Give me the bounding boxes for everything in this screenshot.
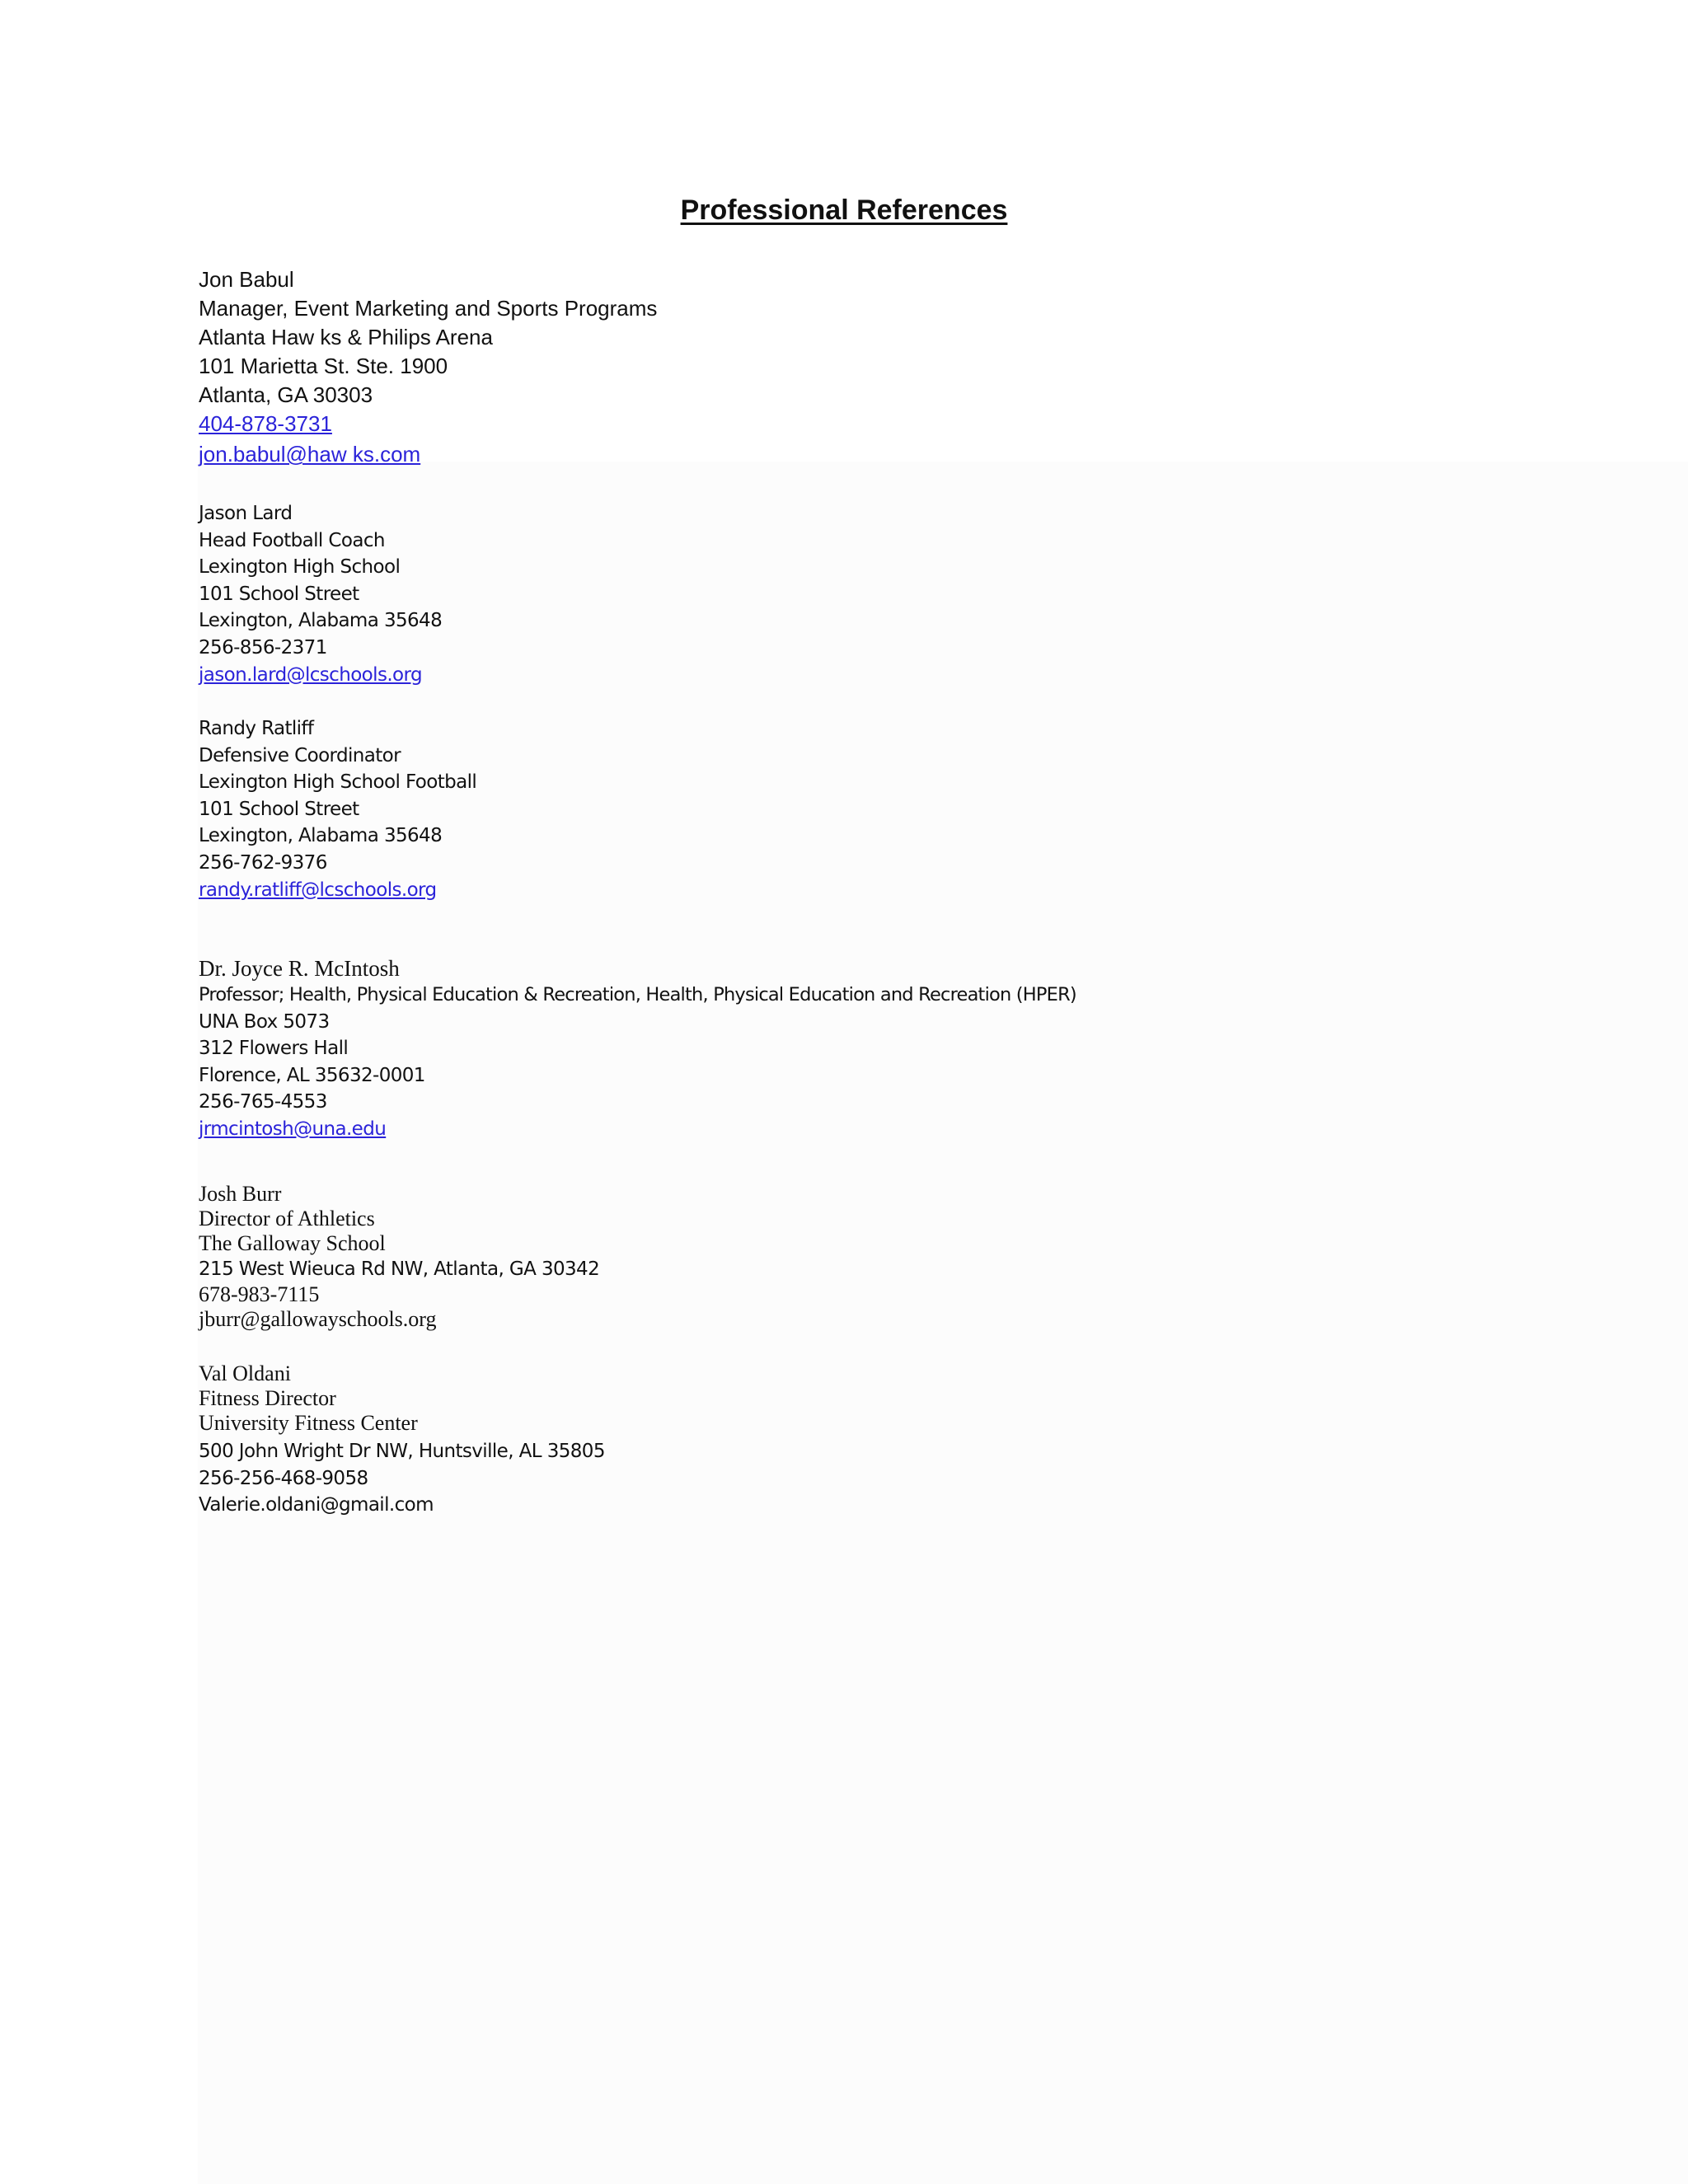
reference-email-link[interactable]: jon.babul@haw ks.com (199, 442, 421, 466)
reference-name: Josh Burr (199, 1182, 282, 1206)
reference-address: 215 West Wieuca Rd NW, Atlanta, GA 30342 (199, 1258, 600, 1280)
reference-organization: University Fitness Center (199, 1411, 418, 1435)
page-title: Professional References (680, 194, 1008, 226)
reference-jason-lard (199, 500, 442, 688)
reference-name: Dr. Joyce R. McIntosh (199, 956, 400, 981)
reference-city: Lexington, Alabama 35648 (199, 610, 443, 632)
reference-phone: 678-983-7115 (199, 1282, 320, 1306)
reference-email: Valerie.oldani@gmail.com (199, 1494, 434, 1516)
reference-phone: 256-856-2371 (199, 636, 327, 658)
reference-phone-link[interactable]: 404-878-3731 (199, 411, 332, 436)
reference-email-link[interactable]: jason.lard@lcschools.org (199, 663, 422, 686)
reference-organization: Atlanta Haw ks & Philips Arena (199, 325, 493, 349)
reference-title: Manager, Event Marketing and Sports Programs (199, 296, 658, 321)
reference-phone: 256-765-4553 (199, 1091, 327, 1113)
reference-phone: 256-762-9376 (199, 851, 327, 874)
reference-organization: The Galloway School (199, 1231, 386, 1255)
reference-name: Randy Ratliff (199, 718, 314, 739)
reference-title: Defensive Coordinator (199, 744, 401, 766)
reference-address: 312 Flowers Hall (199, 1038, 349, 1060)
reference-organization: Lexington High School (199, 556, 401, 579)
reference-email-link[interactable]: jrmcintosh@una.edu (199, 1118, 387, 1140)
reference-jon-babul (199, 265, 657, 469)
reference-city: Atlanta, GA 30303 (199, 382, 373, 407)
reference-title: Head Football Coach (199, 529, 385, 551)
reference-title: Professor; Health, Physical Education & Recreation, Health, Physical Education and Recreation (HPER) (199, 984, 1076, 1005)
reference-name: Jon Babul (199, 267, 294, 292)
reference-address: 101 Marietta St. Ste. 1900 (199, 354, 448, 378)
reference-address: 500 John Wright Dr NW, Huntsville, AL 35805 (199, 1441, 605, 1462)
reference-phone: 256-256-468-9058 (199, 1468, 368, 1489)
reference-title: Fitness Director (199, 1386, 336, 1410)
reference-val-oldani (199, 1361, 605, 1518)
reference-email: jburr@gallowayschools.org (199, 1307, 437, 1331)
reference-josh-burr (199, 1182, 599, 1332)
reference-randy-ratliff (199, 715, 476, 903)
reference-address: 101 School Street (199, 583, 359, 605)
reference-title: Director of Athletics (199, 1207, 375, 1230)
reference-joyce-mcintosh (199, 955, 1076, 1143)
reference-name: Val Oldani (199, 1361, 291, 1385)
reference-address: 101 School Street (199, 798, 359, 820)
reference-name: Jason Lard (199, 503, 293, 524)
reference-city: Florence, AL 35632-0001 (199, 1064, 425, 1086)
reference-organization: UNA Box 5073 (199, 1010, 330, 1033)
reference-email-link[interactable]: randy.ratliff@lcschools.org (199, 879, 437, 901)
reference-organization: Lexington High School Football (199, 771, 477, 794)
reference-city: Lexington, Alabama 35648 (199, 825, 443, 847)
